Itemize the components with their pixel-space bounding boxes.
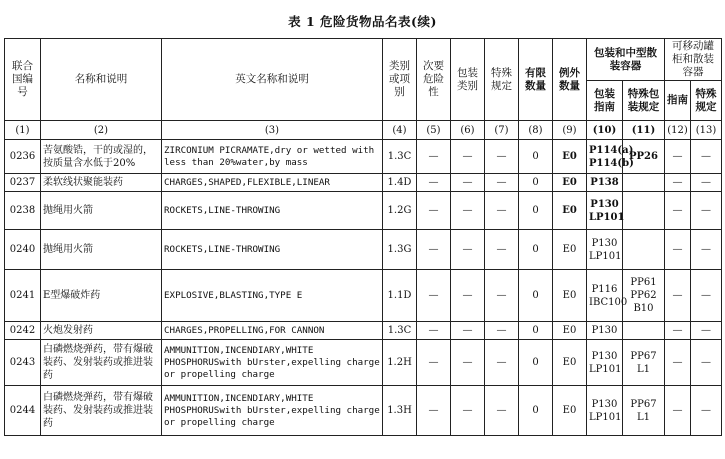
un-cell: 0244	[5, 386, 41, 436]
header-limited: 有限数量	[519, 39, 553, 121]
tank-special-cell: —	[691, 230, 722, 270]
special-packing-cell: PP61 PP62 B10	[623, 270, 665, 322]
column-number: (13)	[691, 121, 722, 140]
column-number: (2)	[41, 121, 162, 140]
special-cell: —	[485, 386, 519, 436]
class-cell: 1.3G	[383, 230, 417, 270]
header-excepted: 例外数量	[553, 39, 587, 121]
table-row	[5, 192, 722, 230]
name-cell: 火炮发射药	[41, 322, 162, 340]
packing-instruction-cell: P130	[587, 322, 623, 340]
special-packing-cell: PP26	[623, 140, 665, 174]
special-packing-cell: PP67 L1	[623, 386, 665, 436]
excepted-cell: E0	[553, 340, 587, 386]
table-title: 表 1 危险货物品名表(续)	[288, 14, 437, 29]
header-packing-group: 包装类别	[451, 39, 485, 121]
column-number: (4)	[383, 121, 417, 140]
column-number: (11)	[623, 121, 665, 140]
un-cell: 0240	[5, 230, 41, 270]
column-number: (3)	[162, 121, 383, 140]
special-cell: —	[485, 174, 519, 192]
limited-cell: 0	[519, 322, 553, 340]
un-cell: 0238	[5, 192, 41, 230]
header-name: 名称和说明	[41, 39, 162, 121]
excepted-cell: E0	[553, 230, 587, 270]
table-row	[5, 174, 722, 192]
name-cell: 柔软线状聚能装药	[41, 174, 162, 192]
english-cell: ROCKETS,LINE-THROWING	[162, 230, 383, 270]
class-cell: 1.1D	[383, 270, 417, 322]
excepted-cell: E0	[553, 174, 587, 192]
special-cell: —	[485, 270, 519, 322]
excepted-cell: E0	[553, 140, 587, 174]
tank-special-cell: —	[691, 386, 722, 436]
english-cell: AMMUNITION,INCENDIARY,WHITE PHOSPHORUSwith bUrster,expelling charge or propelling charge	[162, 340, 383, 386]
table-row	[5, 340, 722, 386]
header-english: 英文名称和说明	[162, 39, 383, 121]
un-cell: 0242	[5, 322, 41, 340]
packing-instruction-cell: P130 LP101	[587, 386, 623, 436]
table-row	[5, 140, 722, 174]
un-cell: 0236	[5, 140, 41, 174]
special-cell: —	[485, 340, 519, 386]
packing-group-cell: —	[451, 230, 485, 270]
name-cell: E型爆破炸药	[41, 270, 162, 322]
english-cell: CHARGES,SHAPED,FLEXIBLE,LINEAR	[162, 174, 383, 192]
table-row	[5, 270, 722, 322]
limited-cell: 0	[519, 340, 553, 386]
tank-instruction-cell: —	[665, 192, 691, 230]
excepted-cell: E0	[553, 192, 587, 230]
packing-group-cell: —	[451, 340, 485, 386]
column-number: (1)	[5, 121, 41, 140]
header-packing-instruction: 包装指南	[587, 81, 623, 121]
column-number: (8)	[519, 121, 553, 140]
tank-instruction-cell: —	[665, 386, 691, 436]
special-packing-cell: PP67 L1	[623, 340, 665, 386]
special-cell: —	[485, 192, 519, 230]
english-cell: EXPLOSIVE,BLASTING,TYPE E	[162, 270, 383, 322]
subsidiary-cell: —	[417, 192, 451, 230]
header-special-packing: 特殊包装规定	[623, 81, 665, 121]
class-cell: 1.2H	[383, 340, 417, 386]
packing-group-cell: —	[451, 174, 485, 192]
packing-instruction-cell: P130 LP101	[587, 230, 623, 270]
tank-instruction-cell: —	[665, 340, 691, 386]
tank-instruction-cell: —	[665, 322, 691, 340]
column-number: (7)	[485, 121, 519, 140]
packing-group-cell: —	[451, 322, 485, 340]
header-class: 类别或项别	[383, 39, 417, 121]
subsidiary-cell: —	[417, 322, 451, 340]
un-cell: 0241	[5, 270, 41, 322]
tank-instruction-cell: —	[665, 230, 691, 270]
table-row	[5, 386, 722, 436]
un-cell: 0243	[5, 340, 41, 386]
packing-group-cell: —	[451, 270, 485, 322]
subsidiary-cell: —	[417, 270, 451, 322]
name-cell: 白磷燃烧弹药，带有爆破装药、发射装药或推进装药	[41, 340, 162, 386]
packing-instruction-cell: P130 LP101	[587, 192, 623, 230]
name-cell: 抛绳用火箭	[41, 192, 162, 230]
limited-cell: 0	[519, 270, 553, 322]
excepted-cell: E0	[553, 386, 587, 436]
name-cell: 苦氨酸锆，干的或湿的，按质量含水低于20%	[41, 140, 162, 174]
tank-instruction-cell: —	[665, 270, 691, 322]
english-cell: CHARGES,PROPELLING,FOR CANNON	[162, 322, 383, 340]
tank-special-cell: —	[691, 192, 722, 230]
tank-special-cell: —	[691, 322, 722, 340]
subsidiary-cell: —	[417, 340, 451, 386]
tank-instruction-cell: —	[665, 140, 691, 174]
header-special: 特殊规定	[485, 39, 519, 121]
limited-cell: 0	[519, 192, 553, 230]
tank-special-cell: —	[691, 270, 722, 322]
english-cell: ZIRCONIUM PICRAMATE,dry or wetted with less than 20%water,by mass	[162, 140, 383, 174]
name-cell: 白磷燃烧弹药，带有爆破装药、发射装药或推进装药	[41, 386, 162, 436]
special-packing-cell	[623, 192, 665, 230]
packing-instruction-cell: P114(a) P114(b)	[587, 140, 623, 174]
dangerous-goods-table	[4, 38, 722, 436]
class-cell: 1.3C	[383, 322, 417, 340]
class-cell: 1.2G	[383, 192, 417, 230]
table-row	[5, 230, 722, 270]
packing-group-cell: —	[451, 192, 485, 230]
tank-special-cell: —	[691, 340, 722, 386]
subsidiary-cell: —	[417, 174, 451, 192]
subsidiary-cell: —	[417, 386, 451, 436]
special-cell: —	[485, 322, 519, 340]
column-number: (10)	[587, 121, 623, 140]
header-tank-instruction: 指南	[665, 81, 691, 121]
class-cell: 1.3H	[383, 386, 417, 436]
special-cell: —	[485, 230, 519, 270]
column-number: (5)	[417, 121, 451, 140]
limited-cell: 0	[519, 230, 553, 270]
packing-instruction-cell: P130 LP101	[587, 340, 623, 386]
class-cell: 1.3C	[383, 140, 417, 174]
column-number: (9)	[553, 121, 587, 140]
subsidiary-cell: —	[417, 230, 451, 270]
packing-instruction-cell: P138	[587, 174, 623, 192]
limited-cell: 0	[519, 174, 553, 192]
header-subsidiary: 次要危险性	[417, 39, 451, 121]
limited-cell: 0	[519, 140, 553, 174]
name-cell: 抛绳用火箭	[41, 230, 162, 270]
packing-group-cell: —	[451, 140, 485, 174]
tank-instruction-cell: —	[665, 174, 691, 192]
limited-cell: 0	[519, 386, 553, 436]
english-cell: AMMUNITION,INCENDIARY,WHITE PHOSPHORUSwith bUrster,expelling charge or propelling charge	[162, 386, 383, 436]
special-cell: —	[485, 140, 519, 174]
header-packaging-group: 包装和中型散装容器	[587, 39, 665, 81]
header-tank-group: 可移动罐柜和散装容器	[665, 39, 722, 81]
packing-group-cell: —	[451, 386, 485, 436]
table-row	[5, 322, 722, 340]
header-un: 联合国编号	[5, 39, 41, 121]
column-number: (6)	[451, 121, 485, 140]
un-cell: 0237	[5, 174, 41, 192]
special-packing-cell	[623, 230, 665, 270]
tank-special-cell: —	[691, 140, 722, 174]
special-packing-cell	[623, 174, 665, 192]
class-cell: 1.4D	[383, 174, 417, 192]
header-tank-special: 特殊规定	[691, 81, 722, 121]
special-packing-cell	[623, 322, 665, 340]
excepted-cell: E0	[553, 322, 587, 340]
packing-instruction-cell: P116 IBC100	[587, 270, 623, 322]
excepted-cell: E0	[553, 270, 587, 322]
tank-special-cell: —	[691, 174, 722, 192]
column-number: (12)	[665, 121, 691, 140]
subsidiary-cell: —	[417, 140, 451, 174]
english-cell: ROCKETS,LINE-THROWING	[162, 192, 383, 230]
